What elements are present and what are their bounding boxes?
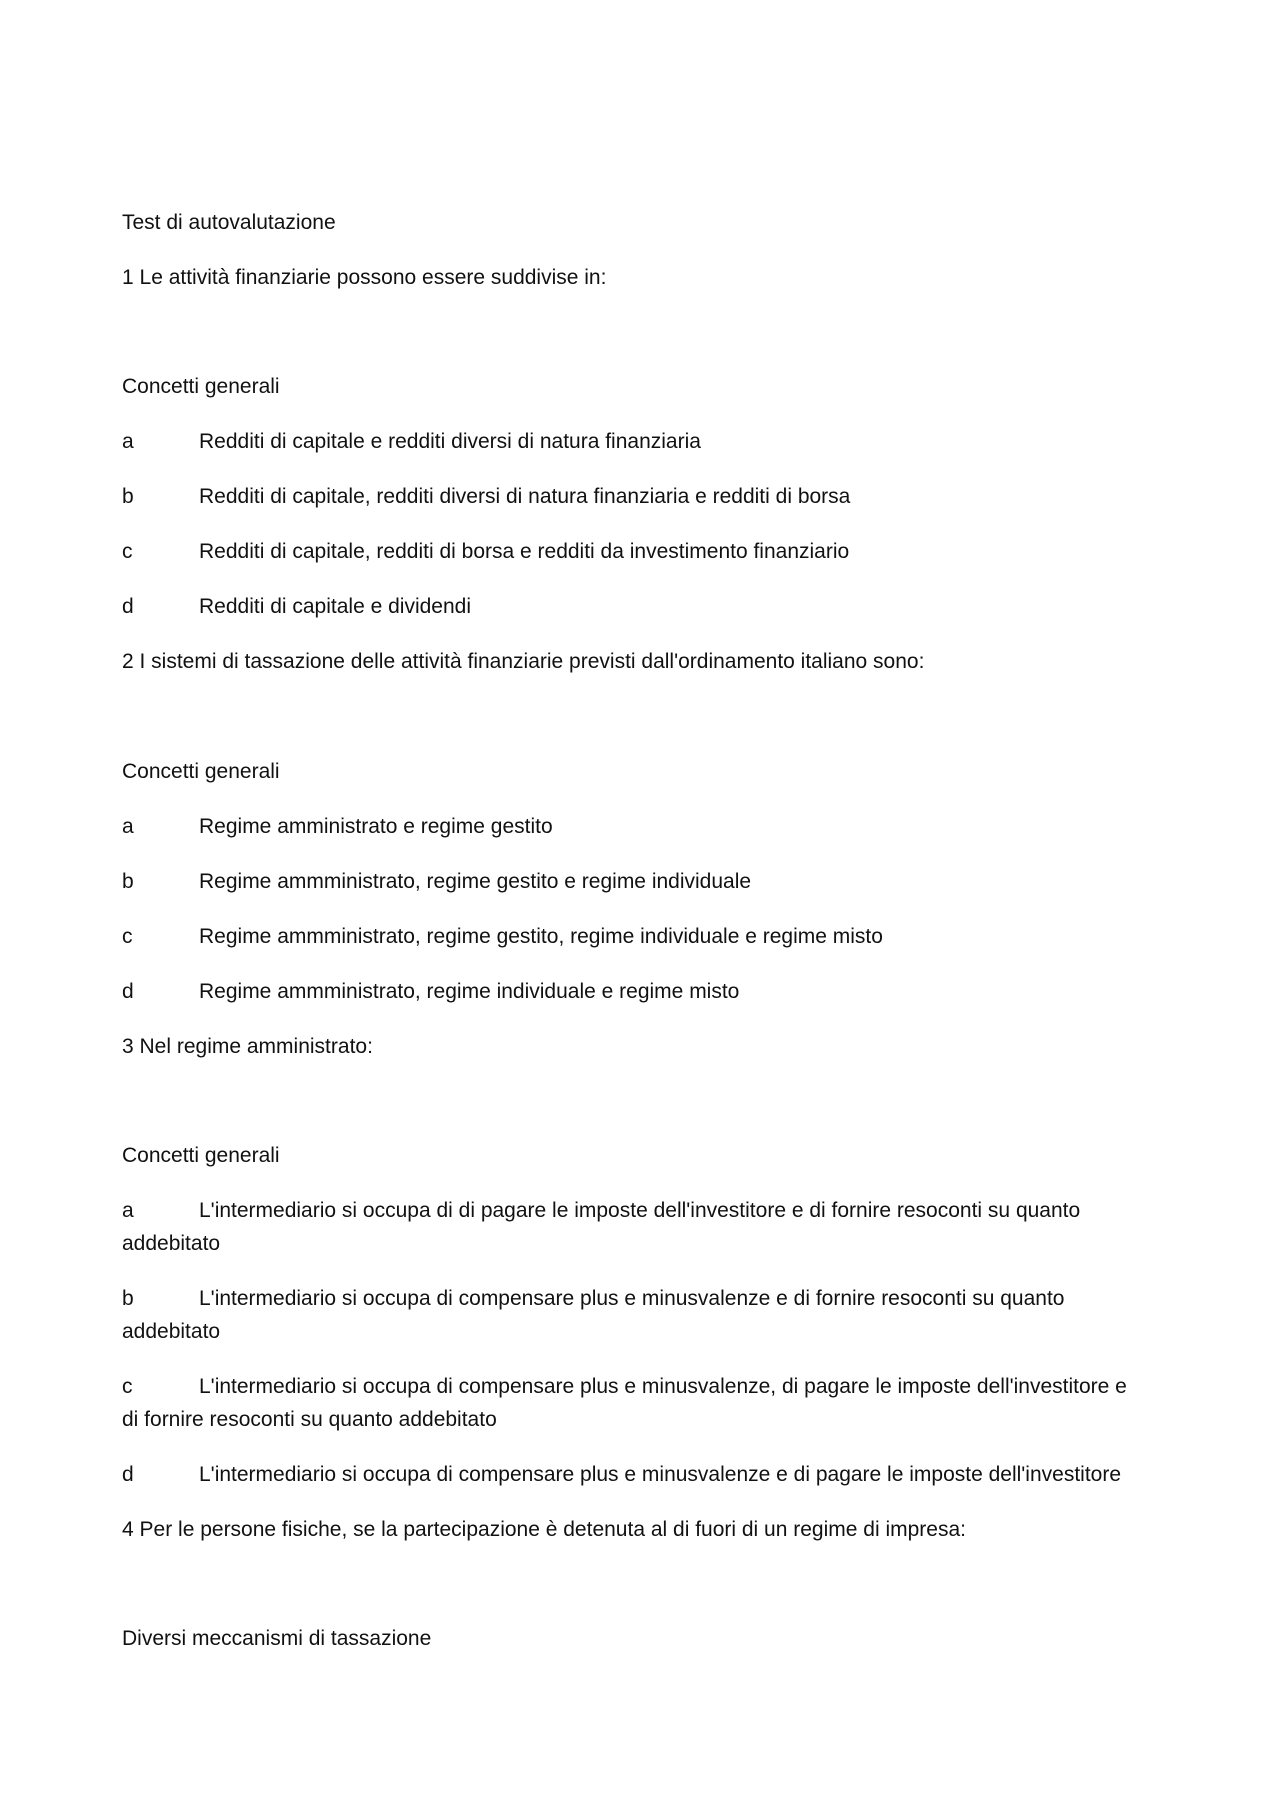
question-3-option-c [122, 1370, 1172, 1403]
question-2: 2 I sistemi di tassazione delle attività finanziarie previsti dall'ordinamento italiano sono: [122, 650, 925, 673]
option-letter: d [122, 595, 134, 618]
question-3-option-a [122, 1194, 1172, 1227]
question-3-option-c-continuation: di fornire resoconti su quanto addebitato [122, 1408, 497, 1431]
option-text: Regime ammministrato, regime gestito e regime individuale [199, 870, 752, 893]
question-3: 3 Nel regime amministrato: [122, 1035, 373, 1058]
question-2-option-c [122, 920, 1172, 953]
question-1-option-c [122, 535, 1172, 568]
question-4: 4 Per le persone fisiche, se la partecipazione è detenuta al di fuori di un regime di impresa: [122, 1518, 966, 1541]
question-1-option-d [122, 590, 1172, 623]
option-letter: b [122, 1287, 134, 1310]
option-letter: c [122, 540, 133, 563]
question-2-option-d [122, 975, 1172, 1008]
question-4-topic: Diversi meccanismi di tassazione [122, 1627, 432, 1650]
question-1-option-a [122, 425, 1172, 458]
option-text: L'intermediario si occupa di di pagare le imposte dell'investitore e di fornire resoconti su quanto [199, 1199, 1081, 1222]
option-letter: c [122, 925, 133, 948]
option-text: Redditi di capitale, redditi di borsa e redditi da investimento finanziario [199, 540, 850, 563]
option-letter: a [122, 430, 134, 453]
question-3-topic: Concetti generali [122, 1144, 280, 1167]
option-text: L'intermediario si occupa di compensare plus e minusvalenze e di pagare le imposte dell'investitore [199, 1463, 1122, 1486]
option-text: Regime amministrato e regime gestito [199, 815, 553, 838]
question-1: 1 Le attività finanziarie possono essere suddivise in: [122, 266, 607, 289]
question-2-option-b [122, 865, 1172, 898]
option-letter: c [122, 1375, 133, 1398]
option-text: Redditi di capitale, redditi diversi di natura finanziaria e redditi di borsa [199, 485, 851, 508]
option-text: Redditi di capitale e dividendi [199, 595, 472, 618]
question-2-topic: Concetti generali [122, 760, 280, 783]
option-text: Redditi di capitale e redditi diversi di natura finanziaria [199, 430, 701, 453]
question-3-option-b-continuation: addebitato [122, 1320, 221, 1343]
option-letter: d [122, 980, 134, 1003]
document-title: Test di autovalutazione [122, 211, 336, 234]
option-text: Regime ammministrato, regime gestito, regime individuale e regime misto [199, 925, 883, 948]
option-text: L'intermediario si occupa di compensare plus e minusvalenze e di fornire resoconti su quanto [199, 1287, 1065, 1310]
question-1-topic: Concetti generali [122, 375, 280, 398]
option-letter: d [122, 1463, 134, 1486]
option-letter: a [122, 1199, 134, 1222]
question-3-option-b [122, 1282, 1172, 1315]
option-text: L'intermediario si occupa di compensare plus e minusvalenze, di pagare le imposte dell'investitore e [199, 1375, 1127, 1398]
question-3-option-d [122, 1458, 1172, 1491]
question-1-option-b [122, 480, 1172, 513]
question-2-option-a [122, 810, 1172, 843]
option-letter: b [122, 485, 134, 508]
option-letter: a [122, 815, 134, 838]
option-text: Regime ammministrato, regime individuale e regime misto [199, 980, 740, 1003]
question-3-option-a-continuation: addebitato [122, 1232, 221, 1255]
option-letter: b [122, 870, 134, 893]
